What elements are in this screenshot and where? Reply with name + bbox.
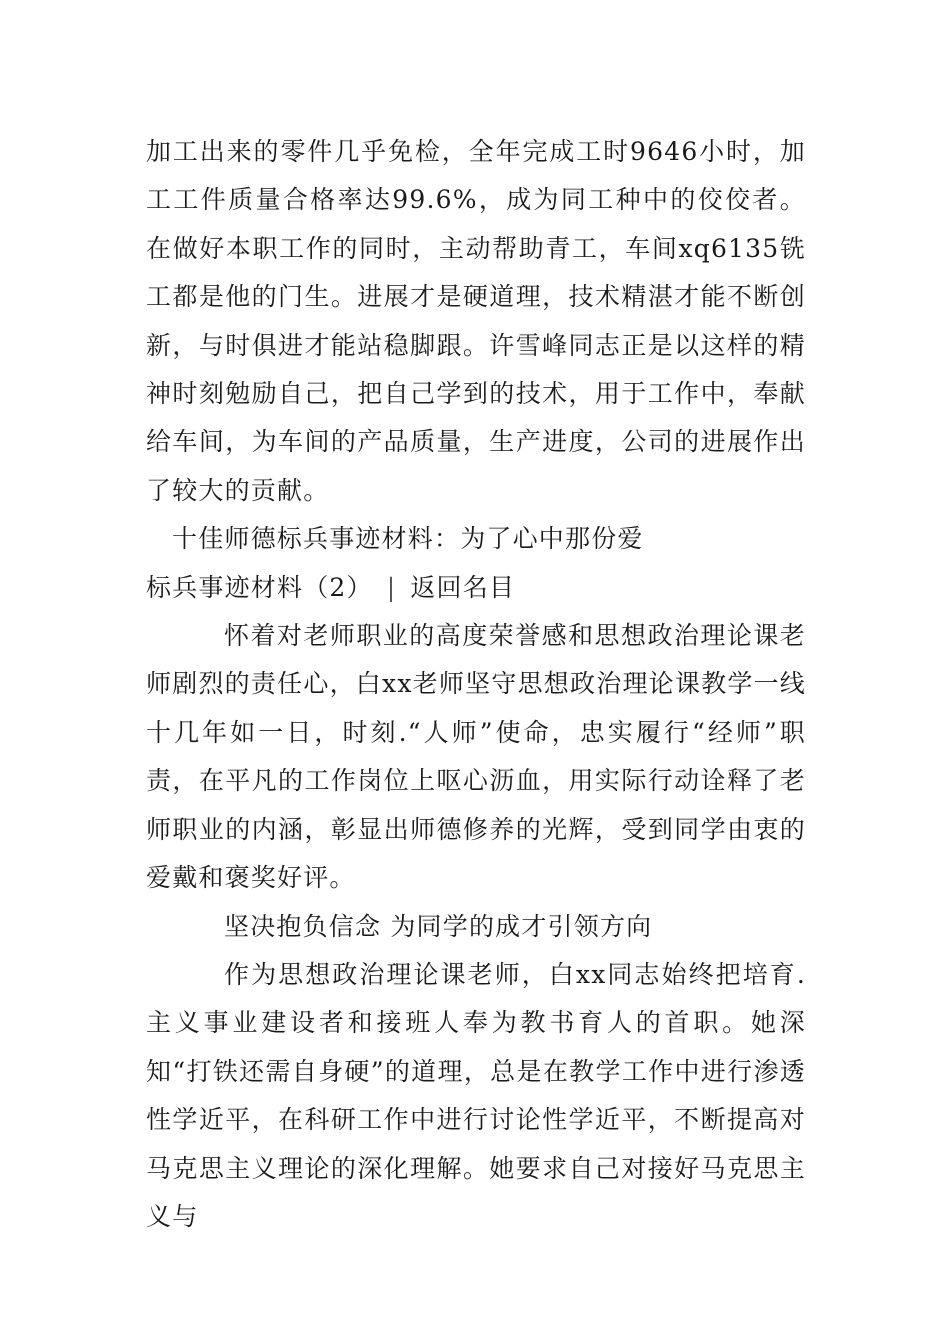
article-title: 十佳师德标兵事迹材料：为了心中那份爱 (172, 524, 644, 554)
nav-separator: | (386, 572, 397, 602)
section-title: 坚决抱负信念 为同学的成才引领方向 (224, 911, 653, 941)
nav-line (146, 564, 806, 612)
body-paragraph-1: 加工出来的零件几乎免检，全年完成工时9646小时，加工工件质量合格率达99.6%，成为同工种中的佼佼者。在做好本职工作的同时，主动帮助青工，车间xq6135铣工都是他的门生。进展才是硬道理，技术精湛才能不断创新，与时俱进才能站稳脚跟。许雪峰同志正是以这样的精神时刻勉励自己，把自己学到的技术，用于工作中，奉献给车间，为车间的产品质量，生产进度，公司的进展作出了较大的贡献。 (146, 137, 806, 505)
document-page (146, 128, 806, 1241)
nav-link-back-to-list[interactable]: 返回名目 (410, 572, 516, 602)
nav-link-materials[interactable]: 标兵事迹材料（2） (146, 572, 373, 602)
body-paragraph-2: 怀着对老师职业的高度荣誉感和思想政治理论课老师剧烈的责任心，白xx老师坚守思想政治理论课教学一线十几年如一日，时刻.“人师”使命，忠实履行“经师”职责，在平凡的工作岗位上呕心沥血，用实际行动诠释了老师职业的内涵，彰显出师德修养的光辉，受到同学由衷的爱戴和褒奖好评。 (146, 621, 806, 893)
body-paragraph-3: 作为思想政治理论课老师，白xx同志始终把培育.主义事业建设者和接班人奉为教书育人的首职。她深知“打铁还需自身硬”的道理，总是在教学工作中进行渗透性学近平，在科研工作中进行讨论性学近平，不断提高对马克思主义理论的深化理解。她要求自己对接好马克思主义与 (146, 959, 806, 1231)
